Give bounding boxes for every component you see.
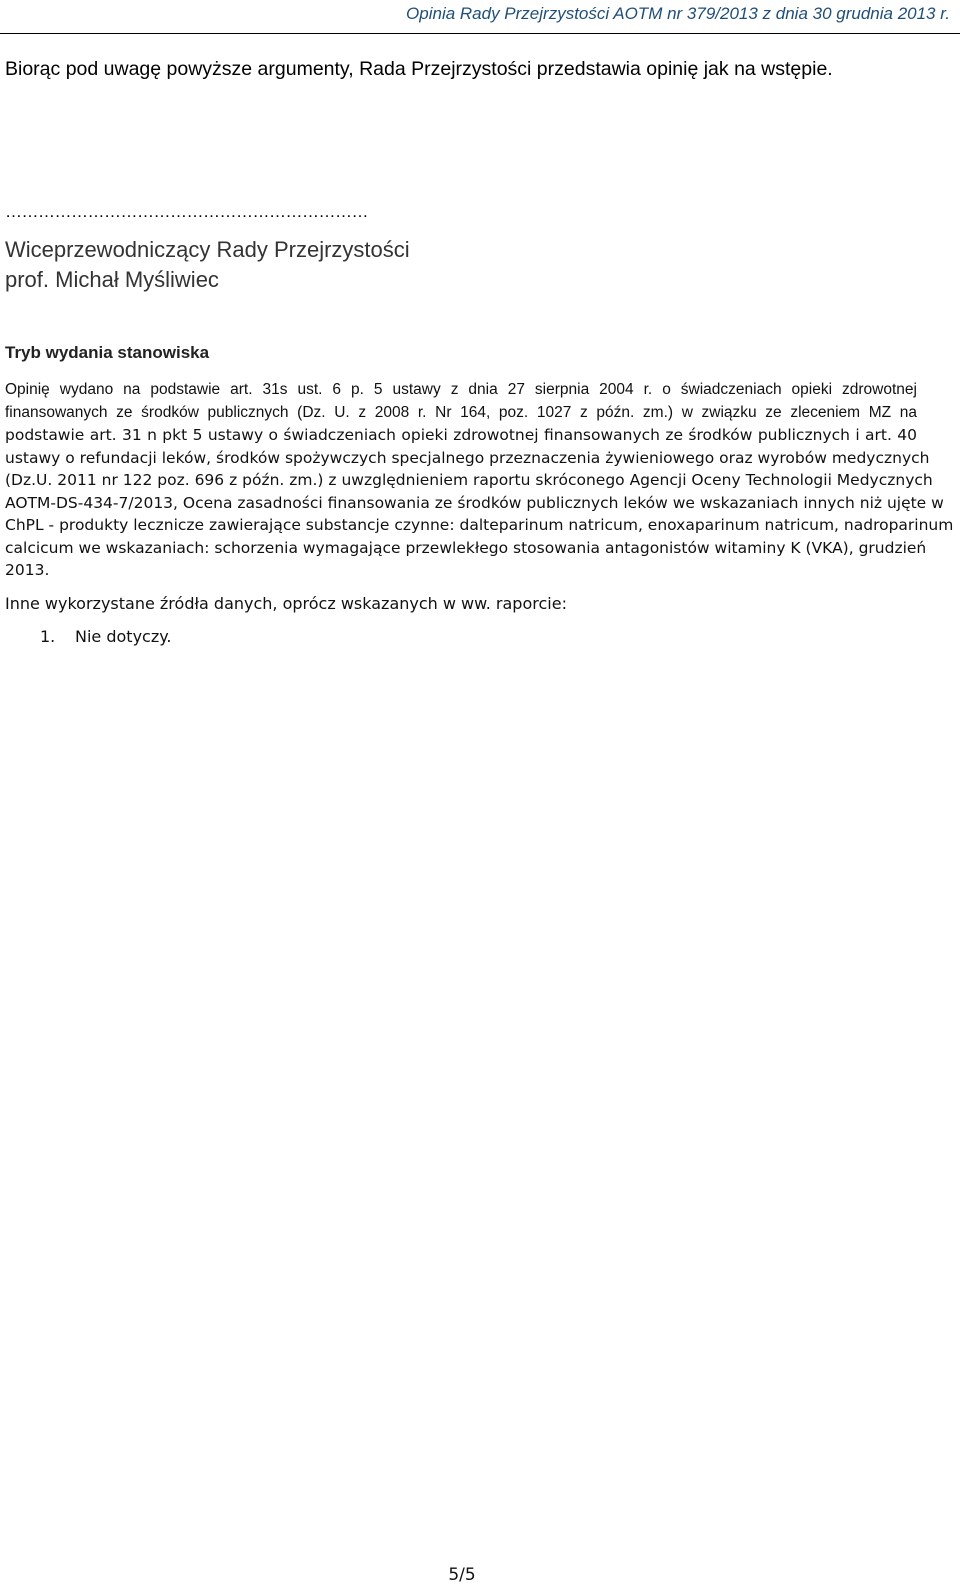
conclusion-text: Biorąc pod uwagę powyższe argumenty, Rada Przejrzystości przedstawia opinię jak na wstępie. (5, 58, 833, 80)
paragraph-line: (Dz.U. 2011 nr 122 poz. 696 z późn. zm.) z uwzględnieniem raportu skróconego Agencji Oceny Technologii Medycznych (5, 471, 933, 489)
header-title: Opinia Rady Przejrzystości AOTM nr 379/2013 z dnia 30 grudnia 2013 r. (406, 4, 950, 23)
paragraph-line: finansowanych ze środków publicznych (Dz. U. z 2008 r. Nr 164, poz. 1027 z późn. zm.) w związku ze zleceniem MZ na (5, 403, 917, 421)
paragraph-line: ustawy o refundacji leków, środków spożywczych specjalnego przeznaczenia żywieniowego oraz wyrobów medycznych (5, 448, 930, 467)
paragraph-line: AOTM-DS-434-7/2013, Ocena zasadności finansowania ze środków publicznych leków we wskazaniach innych niż ujęte w (5, 493, 944, 512)
paragraph-line: podstawie art. 31 n pkt 5 ustawy o świadczeniach opieki zdrowotnej finansowanych ze środków publicznych i art. 40 (5, 426, 917, 444)
signature-line: ………………………………………………………… (5, 202, 368, 221)
paragraph-line: ChPL - produkty lecznicze zawierające substancje czynne: dalteparinum natricum, enoxaparinum natricum, nadroparinum (5, 516, 954, 534)
page-header (0, 0, 960, 34)
list-item-number: 1. (40, 627, 56, 646)
paragraph-line: 2013. (5, 561, 50, 579)
section-heading: Tryb wydania stanowiska (5, 343, 210, 362)
paragraph-line: calcicum we wskazaniach: schorzenia wymagające przewlekłego stosowania antagonistów witaminy K (VKA), grudzień (5, 538, 927, 557)
legal-basis-paragraph (5, 379, 954, 582)
other-sources-label: Inne wykorzystane źródła danych, oprócz wskazanych w ww. raporcie: (5, 594, 567, 613)
signatory-name: prof. Michał Myśliwiec (5, 267, 219, 292)
paragraph-line: Opinię wydano na podstawie art. 31s ust. 6 p. 5 ustawy z dnia 27 sierpnia 2004 r. o świadczeniach opieki zdrowotnej (5, 381, 917, 398)
page-number: 5/5 (448, 1565, 476, 1585)
signatory-title: Wiceprzewodniczący Rady Przejrzystości (5, 237, 410, 262)
list-item (40, 627, 172, 646)
list-item-text: Nie dotyczy. (75, 627, 172, 646)
